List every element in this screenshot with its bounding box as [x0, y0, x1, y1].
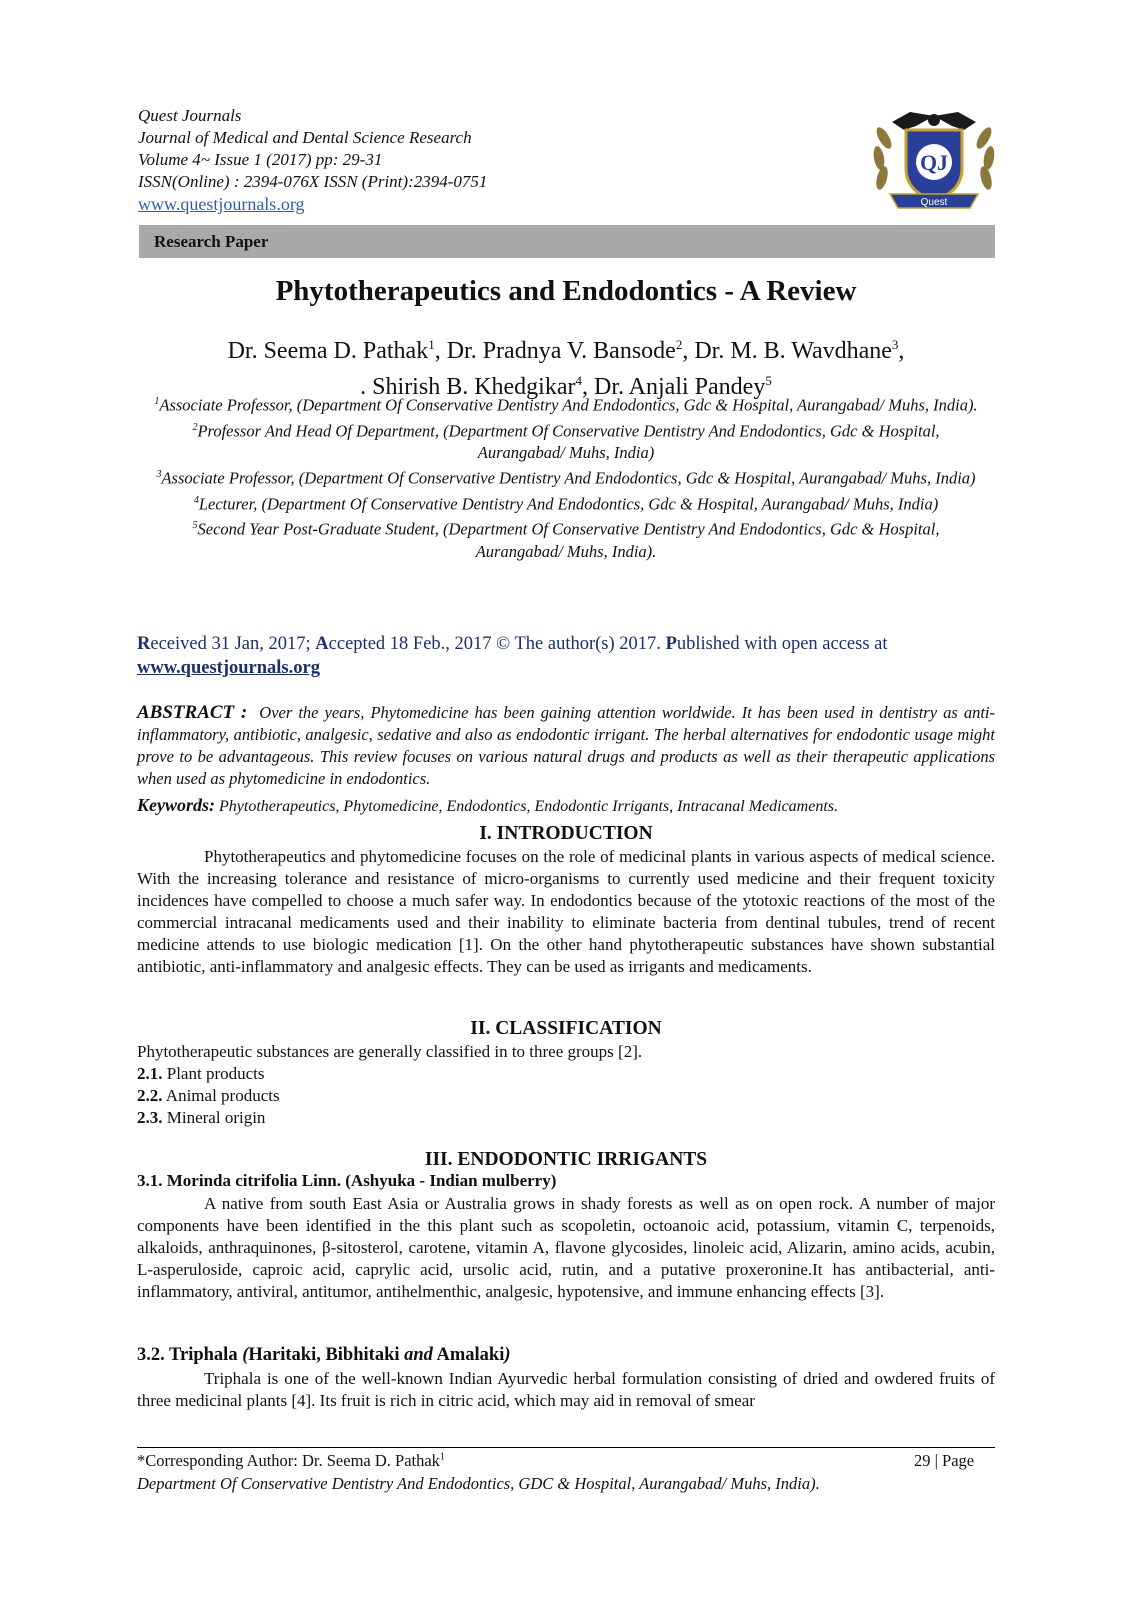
affiliation-list	[150, 391, 982, 563]
keywords-label: Keywords:	[137, 795, 215, 815]
quest-logo-icon	[870, 108, 998, 216]
affiliation-text: Lecturer, (Department Of Conservative Dentistry And Endodontics, Gdc & Hospital, Aurangabad/ Muhs, India)	[198, 494, 939, 513]
affiliation-sup: 1	[154, 396, 160, 407]
list-item: 2.1. Plant products	[137, 1064, 265, 1083]
subsection-heading-3-1: 3.1. Morinda citrifolia Linn. (Ashyuka - Indian mulberry)	[137, 1171, 557, 1190]
footer-department: Department Of Conservative Dentistry And Endodontics, GDC & Hospital, Aurangabad/ Muhs, India).	[137, 1474, 820, 1493]
open-access-link[interactable]: www.questjournals.org	[137, 658, 320, 678]
affiliation-sup: 2	[192, 421, 198, 433]
affiliation-item	[150, 490, 982, 516]
keywords-text: Phytotherapeutics, Phytomedicine, Endodontics, Endodontic Irrigants, Intracanal Medicaments.	[219, 798, 838, 815]
affiliation-sup: 4	[193, 494, 199, 506]
classification-list	[137, 1041, 642, 1129]
subsection-heading-3-2: 3.2. Triphala (Haritaki, Bibhitaki and Amalaki)	[137, 1345, 511, 1365]
logo-ribbon-text: Quest	[920, 197, 948, 208]
affiliation-text: Professor And Head Of Department, (Department Of Conservative Dentistry And Endodontics, Gdc & Hospital, Aurangabad/ Muhs, India)	[197, 421, 940, 462]
list-item: 2.3. Mineral origin	[137, 1108, 266, 1127]
subsection-text-3-1: A native from south East Asia or Australia grows in shady forests as well as on open rock. A number of major components have been identified in the this plant such as scopoletin, octoanoic acid, potassium, vitamin C, terpenoids, alkaloids, anthraquinones, β-sitosterol, carotene, vitamin A, flavone glycosides, linoleic acid, Alizarin, amino acids, acubin, L-asperuloside, caproic acid, caprylic acid, ursolic acid, rutin, and a putative proxeronine.It has antibacterial, anti-inflammatory, antiviral, antitumor, antihelmenthic, analgesic, hypotensive, and immune enhancing effects [3].	[137, 1194, 995, 1301]
author-name: . Shirish B. Khedgikar	[360, 374, 576, 400]
affiliation-item	[150, 417, 982, 465]
affiliation-item	[150, 464, 982, 490]
abstract-label: ABSTRACT :	[137, 702, 248, 723]
journal-full-name: Journal of Medical and Dental Science Research	[138, 128, 472, 147]
author-sup: 4	[575, 373, 582, 388]
introduction-paragraph	[137, 846, 995, 978]
author-sup: 3	[891, 337, 899, 352]
logo-letters: QJ	[919, 150, 949, 175]
journal-header	[138, 105, 487, 215]
affiliation-item	[150, 391, 982, 417]
subsection-paragraph-3-2	[137, 1368, 995, 1412]
affiliation-sup: 5	[192, 520, 198, 531]
subsection-text-3-2: Triphala is one of the well-known Indian Ayurvedic herbal formulation consisting of dried and owdered fruits of three medicinal plants [4]. Its fruit is rich in citric acid, which may aid in removal of smear	[137, 1369, 995, 1410]
author-name: , Dr. Anjali Pandey	[582, 374, 766, 400]
abstract	[137, 702, 995, 790]
section-heading-irrigants: III. ENDODONTIC IRRIGANTS	[424, 1149, 708, 1170]
affiliation-text: Associate Professor, (Department Of Conservative Dentistry And Endodontics, Gdc & Hospital, Aurangabad/ Muhs, India).	[159, 395, 978, 415]
affiliation-text: Second Year Post-Graduate Student, (Department Of Conservative Dentistry And Endodontics, Gdc & Hospital, Aurangabad/ Muhs, India).	[197, 519, 940, 561]
accepted-initial: A	[315, 634, 329, 654]
author-name: , Dr. Pradnya V. Bansode	[434, 338, 676, 364]
paper-title: Phytotherapeutics and Endodontics - A Review	[275, 275, 857, 307]
received-line	[137, 632, 995, 680]
affiliation-text: Associate Professor, (Department Of Conservative Dentistry And Endodontics, Gdc & Hospital, Aurangabad/ Muhs, India)	[161, 468, 976, 488]
published-text: ublished with open access at	[676, 634, 888, 654]
section-heading-introduction: I. INTRODUCTION	[479, 823, 653, 844]
footer-divider	[137, 1447, 995, 1448]
affiliation-item	[150, 515, 982, 563]
list-item: 2.2. Animal products	[137, 1086, 280, 1105]
journal-name: Quest Journals	[138, 106, 242, 125]
research-paper-banner	[139, 225, 995, 258]
author-name: Dr. Seema D. Pathak	[227, 338, 429, 364]
keywords	[137, 794, 995, 818]
author-sup: 5	[765, 373, 772, 388]
page-number: 29 | Page	[914, 1451, 975, 1470]
received-initial: R	[137, 634, 151, 654]
accepted-text: ccepted 18 Feb., 2017 © The author(s) 2017.	[328, 634, 666, 654]
journal-issn: ISSN(Online) : 2394-076X ISSN (Print):2394-0751	[138, 172, 488, 191]
journal-url-link[interactable]: www.questjournals.org	[138, 194, 305, 214]
published-initial: P	[665, 634, 677, 654]
affiliation-sup: 3	[156, 469, 162, 480]
subsection-paragraph-3-1	[137, 1193, 995, 1303]
author-sup: 1	[428, 337, 435, 352]
abstract-text: Over the years, Phytomedicine has been gaining attention worldwide. It has been used in dentistry as anti-inflammatory, antibiotic, analgesic, sedative and also as endodontic irrigant. The herbal alternatives for endodontic usage might prove to be advantageous. This review focuses on various natural drugs and products as well as their therapeutic applications when used as phytomedicine in endodontics.	[137, 703, 995, 788]
banner-label: Research Paper	[154, 232, 269, 251]
classification-intro: Phytotherapeutic substances are generally classified in to three groups [2].	[137, 1042, 643, 1061]
introduction-text: Phytotherapeutics and phytomedicine focuses on the role of medicinal plants in various aspects of medical science. With the increasing tolerance and resistance of micro-organisms to currently used medicine and their frequent toxicity incidences have compelled to choose a much safer way. In endodontics because of the ytotoxic reactions of the most of the commercial intracanal medicaments used and their inability to eliminate bacteria from dentinal tubules, trend of recent medicine attends to use biologic medication [1]. On the other hand phytotherapeutic substances have shown substantial antibiotic, anti-inflammatory and analgesic effects. They can be used as irrigants and medicaments.	[137, 847, 995, 976]
author-sep: ,	[898, 338, 905, 364]
journal-volume: Volume 4~ Issue 1 (2017) pp: 29-31	[138, 150, 383, 169]
corresponding-author: *Corresponding Author: Dr. Seema D. Pathak$^1$	[137, 1451, 445, 1470]
author-name: , Dr. M. B. Wavdhane	[682, 338, 892, 364]
received-text: eceived 31 Jan, 2017;	[150, 634, 316, 654]
author-sup: 2	[675, 337, 683, 352]
section-heading-classification: II. CLASSIFICATION	[470, 1018, 662, 1039]
